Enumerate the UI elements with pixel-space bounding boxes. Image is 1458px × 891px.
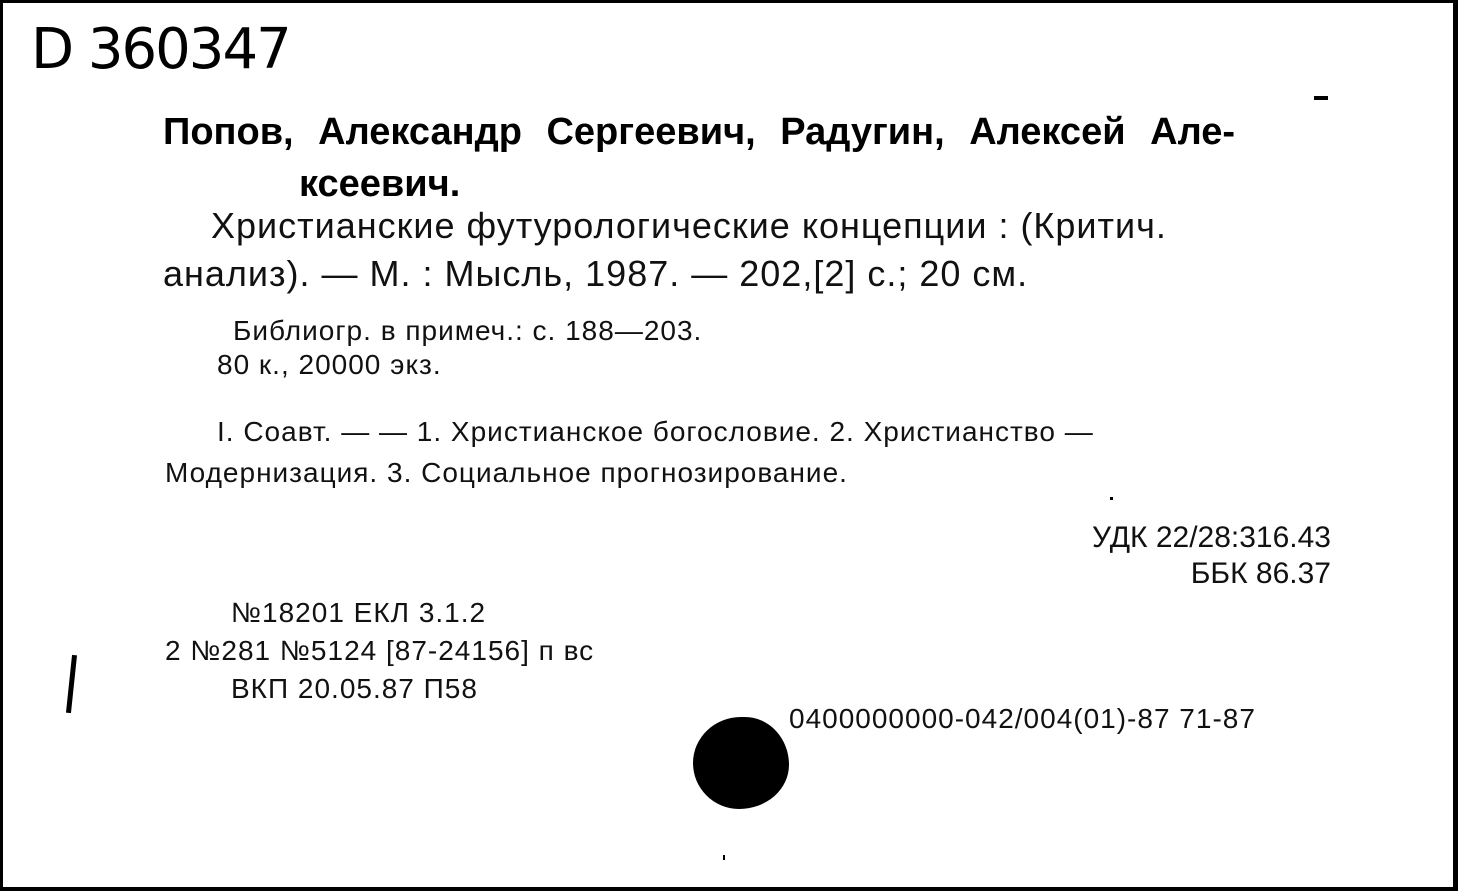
bibliography-note: Библиогр. в примеч.: с. 188—203. bbox=[233, 315, 703, 346]
bbk-classification: ББК 86.37 bbox=[1190, 557, 1331, 590]
accession-line-3: ВКП 20.05.87 П58 bbox=[231, 673, 478, 704]
ink-dot bbox=[723, 855, 725, 860]
subject-tracings-line-1: I. Соавт. — — 1. Христианское богословие. 2. Христианство — bbox=[217, 416, 1094, 447]
price-and-print-run: 80 к., 20000 экз. bbox=[217, 349, 442, 380]
author-heading-line-1: Попов, Александр Сергеевич, Радугин, Алексей Але- bbox=[163, 111, 1235, 153]
accession-line-2: 2 №281 №5124 [87-24156] п вс bbox=[165, 635, 595, 666]
accession-line-1: №18201 ЕКЛ 3.1.2 bbox=[231, 597, 487, 628]
card-number: D 360347 bbox=[31, 17, 290, 82]
ink-dot bbox=[1110, 497, 1113, 500]
title-line-1: Христианские футурологические концепции : (Критич. bbox=[211, 205, 1167, 246]
catalog-code: 0400000000-042/004(01)-87 71-87 bbox=[789, 703, 1256, 734]
author-heading-line-2: ксеевич. bbox=[299, 163, 461, 205]
hyphen-ink-mark bbox=[1314, 96, 1328, 100]
edge-ink-mark bbox=[66, 655, 77, 713]
udc-classification: УДК 22/28:316.43 bbox=[1091, 521, 1331, 554]
punch-hole-blot bbox=[693, 717, 789, 809]
subject-tracings-line-2: Модернизация. 3. Социальное прогнозирование. bbox=[165, 457, 848, 488]
title-line-2: анализ). — М. : Мысль, 1987. — 202,[2] с.; 20 см. bbox=[163, 253, 1029, 294]
